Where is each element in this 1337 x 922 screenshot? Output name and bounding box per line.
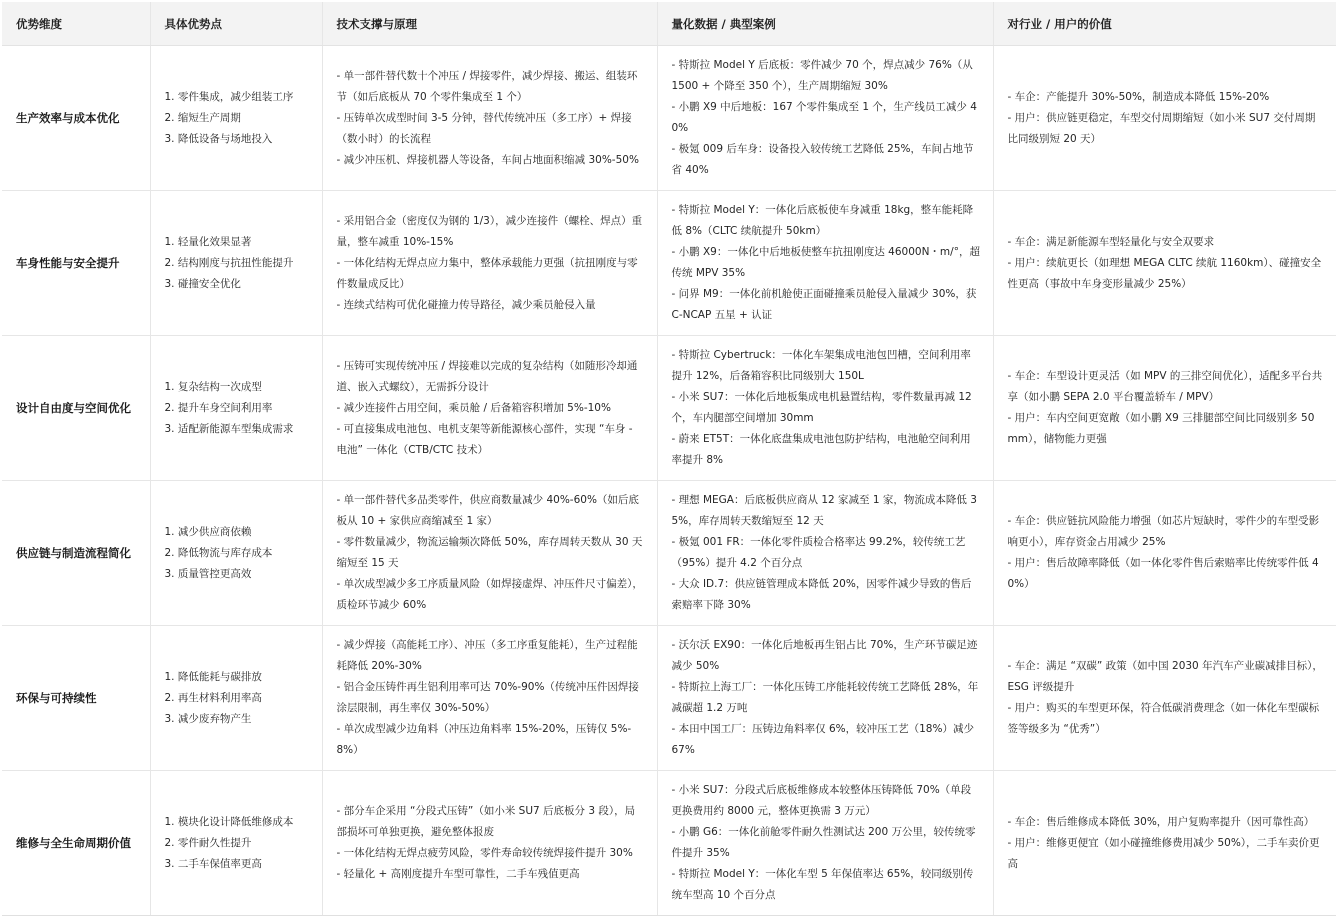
tech-cell: [322, 46, 657, 191]
data-line: - 特斯拉 Cybertruck：一体化车架集成电池包凹槽，空间利用率提升 12%，后备箱容积比同级别大 150L: [671, 349, 971, 382]
points-cell: [150, 336, 322, 481]
data-line: - 特斯拉 Model Y：一体化车型 5 年保值率达 65%，较同级别传统车型高 10 个百分点: [671, 868, 974, 901]
data-line: - 极氪 009 后车身：设备投入较传统工艺降低 25%，车间占地节省 40%: [671, 143, 974, 176]
tech-line: - 连续式结构可优化碰撞力传导路径，减少乘员舱侵入量: [336, 298, 596, 311]
tech-cell: [322, 626, 657, 771]
table-row: [2, 771, 1336, 916]
tech-line: - 可直接集成电池包、电机支架等新能源核心部件，实现 “车身 - 电池” 一体化（CTB/CTC 技术）: [336, 422, 633, 456]
tech-line: - 压铸单次成型时间 3-5 分钟，替代传统冲压（多工序）+ 焊接（数小时）的长流程: [336, 111, 632, 145]
header-tech: 技术支撑与原理: [322, 2, 657, 46]
value-line: - 车企：售后维修成本降低 30%，用户复购率提升（因可靠性高）: [1007, 815, 1315, 828]
table-row: [2, 481, 1336, 626]
data-line: - 小米 SU7：分段式后底板维修成本较整体压铸降低 70%（单段更换费用约 8000 元，整体更换需 3 万元）: [671, 784, 972, 817]
point-line: 3. 碰撞安全优化: [164, 277, 241, 290]
data-line: - 小鹏 X9 中后地板：167 个零件集成至 1 个，生产线员工减少 40%: [671, 101, 977, 134]
data-line: - 特斯拉上海工厂：一体化压铸工序能耗较传统工艺降低 28%，年减碳超 1.2 万吨: [671, 681, 979, 714]
points-cell: [150, 626, 322, 771]
tech-cell: [322, 481, 657, 626]
dimension-cell: 环保与可持续性: [2, 626, 150, 771]
table-row: [2, 191, 1336, 336]
point-line: 2. 提升车身空间利用率: [164, 401, 273, 414]
tech-line: - 单次成型减少边角料（冲压边角料率 15%-20%，压铸仅 5%-8%）: [336, 723, 632, 756]
value-line: - 用户：售后故障率降低（如一体化零件售后索赔率比传统零件低 40%）: [1007, 557, 1319, 590]
data-line: - 理想 MEGA：后底板供应商从 12 家减至 1 家，物流成本降低 35%，库存周转天数缩短至 12 天: [671, 494, 977, 527]
data-line: - 小鹏 G6：一体化前舱零件耐久性测试达 200 万公里，较传统零件提升 35%: [671, 826, 976, 859]
value-line: - 车企：满足新能源车型轻量化与安全双要求: [1007, 235, 1215, 248]
point-line: 2. 缩短生产周期: [164, 111, 241, 124]
point-line: 2. 再生材料利用率高: [164, 691, 262, 704]
header-value: 对行业 / 用户的价值: [993, 2, 1336, 46]
tech-line: - 零件数量减少，物流运输频次降低 50%，库存周转天数从 30 天缩短至 15 天: [336, 536, 643, 569]
data-cell: [657, 626, 993, 771]
value-cell: [993, 626, 1336, 771]
tech-line: - 单一部件替代多品类零件，供应商数量减少 40%-60%（如后底板从 10 + 家供应商缩减至 1 家）: [336, 494, 639, 527]
tech-line: - 单次成型减少多工序质量风险（如焊接虚焊、冲压件尺寸偏差），质检环节减少 60%: [336, 578, 643, 611]
dimension-cell: 供应链与制造流程简化: [2, 481, 150, 626]
point-line: 2. 结构刚度与抗扭性能提升: [164, 256, 294, 269]
dimension-cell: 设计自由度与空间优化: [2, 336, 150, 481]
data-cell: [657, 46, 993, 191]
data-line: - 小鹏 X9：一体化中后地板使整车抗扭刚度达 46000N・m/°，超传统 MPV 35%: [671, 246, 980, 279]
point-line: 3. 质量管控更高效: [164, 567, 252, 580]
data-line: - 小米 SU7：一体化后地板集成电机悬置结构，零件数量再减 12 个，车内腿部空间增加 30mm: [671, 391, 972, 424]
tech-line: - 一体化结构无焊点疲劳风险，零件寿命较传统焊接件提升 30%: [336, 847, 633, 859]
header-data: 量化数据 / 典型案例: [657, 2, 993, 46]
value-cell: [993, 481, 1336, 626]
tech-line: - 轻量化 + 高刚度提升车型可靠性，二手车残值更高: [336, 868, 580, 880]
points-cell: [150, 771, 322, 916]
table-row: [2, 336, 1336, 481]
point-line: 3. 降低设备与场地投入: [164, 132, 273, 145]
header-points: 具体优势点: [150, 2, 322, 46]
points-cell: [150, 481, 322, 626]
point-line: 1. 复杂结构一次成型: [164, 380, 262, 393]
point-line: 3. 适配新能源车型集成需求: [164, 422, 294, 435]
tech-line: - 铝合金压铸件再生铝利用率可达 70%-90%（传统冲压件因焊接涂层限制，再生率仅 30%-50%）: [336, 681, 639, 714]
tech-line: - 单一部件替代数十个冲压 / 焊接零件，减少焊接、搬运、组装环节（如后底板从 70 个零件集成至 1 个）: [336, 69, 638, 103]
value-line: - 车企：产能提升 30%-50%，制造成本降低 15%-20%: [1007, 90, 1270, 103]
value-cell: [993, 771, 1336, 916]
data-line: - 本田中国工厂：压铸边角料率仅 6%，较冲压工艺（18%）减少 67%: [671, 723, 974, 756]
point-line: 1. 降低能耗与碳排放: [164, 670, 262, 683]
point-line: 2. 零件耐久性提升: [164, 836, 252, 849]
tech-line: - 减少连接件占用空间，乘员舱 / 后备箱容积增加 5%-10%: [336, 401, 611, 414]
tech-line: - 一体化结构无焊点应力集中，整体承载能力更强（抗扭刚度与零件数量成反比）: [336, 256, 638, 290]
point-line: 1. 减少供应商依赖: [164, 525, 252, 538]
tech-cell: [322, 771, 657, 916]
point-line: 2. 降低物流与库存成本: [164, 546, 273, 559]
data-line: - 蔚来 ET5T：一体化底盘集成电池包防护结构，电池舱空间利用率提升 8%: [671, 433, 971, 466]
value-line: - 用户：维修更便宜（如小碰撞维修费用减少 50%），二手车卖价更高: [1007, 836, 1320, 870]
point-line: 1. 轻量化效果显著: [164, 235, 252, 248]
value-line: - 车企：供应链抗风险能力增强（如芯片短缺时，零件少的车型受影响更小），库存资金占用减少 25%: [1007, 515, 1320, 548]
dimension-cell: 生产效率与成本优化: [2, 46, 150, 191]
point-line: 1. 模块化设计降低维修成本: [164, 815, 294, 828]
data-line: - 特斯拉 Model Y：一体化后底板使车身减重 18kg，整车能耗降低 8%（CLTC 续航提升 50km）: [671, 204, 974, 237]
dimension-cell: 车身性能与安全提升: [2, 191, 150, 336]
tech-cell: [322, 336, 657, 481]
tech-line: - 部分车企采用 “分段式压铸”（如小米 SU7 后底板分 3 段），局部损坏可单独更换，避免整体报废: [336, 805, 636, 838]
point-line: 3. 二手车保值率更高: [164, 857, 262, 870]
value-line: - 用户：车内空间更宽敞（如小鹏 X9 三排腿部空间比同级别多 50mm），储物能力更强: [1007, 412, 1315, 445]
data-line: - 问界 M9：一体化前机舱使正面碰撞乘员舱侵入量减少 30%，获 C-NCAP 五星 + 认证: [671, 288, 977, 321]
value-cell: [993, 191, 1336, 336]
data-cell: [657, 336, 993, 481]
data-line: - 大众 ID.7：供应链管理成本降低 20%，因零件减少导致的售后索赔率下降 30%: [671, 578, 972, 611]
header-row: [2, 2, 1336, 46]
comparison-table: [2, 2, 1336, 916]
points-cell: [150, 191, 322, 336]
dimension-cell: 维修与全生命周期价值: [2, 771, 150, 916]
table-row: [2, 626, 1336, 771]
value-cell: [993, 46, 1336, 191]
data-cell: [657, 191, 993, 336]
data-line: - 极氪 001 FR：一体化零件质检合格率达 99.2%，较传统工艺（95%）提升 4.2 个百分点: [671, 536, 966, 569]
value-line: - 用户：购买的车型更环保，符合低碳消费理念（如一体化车型碳标签等级多为 “优秀”）: [1007, 702, 1320, 735]
point-line: 1. 零件集成，减少组装工序: [164, 90, 294, 103]
data-cell: [657, 481, 993, 626]
point-line: 3. 减少废弃物产生: [164, 712, 252, 725]
points-cell: [150, 46, 322, 191]
value-cell: [993, 336, 1336, 481]
table-row: [2, 46, 1336, 191]
value-line: - 车企：满足 “双碳” 政策（如中国 2030 年汽车产业碳减排目标），ESG 评级提升: [1007, 660, 1323, 693]
value-line: - 车企：车型设计更灵活（如 MPV 的三排空间优化），适配多平台共享（如小鹏 SEPA 2.0 平台覆盖轿车 / MPV）: [1007, 370, 1323, 403]
tech-line: - 减少冲压机、焊接机器人等设备，车间占地面积缩减 30%-50%: [336, 153, 639, 166]
data-line: - 沃尔沃 EX90：一体化后地板再生铝占比 70%，生产环节碳足迹减少 50%: [671, 639, 978, 672]
tech-line: - 减少焊接（高能耗工序）、冲压（多工序重复能耗），生产过程能耗降低 20%-30%: [336, 639, 638, 672]
tech-cell: [322, 191, 657, 336]
value-line: - 用户：续航更长（如理想 MEGA CLTC 续航 1160km）、碰撞安全性更高（事故中车身变形量减少 25%）: [1007, 256, 1322, 290]
data-cell: [657, 771, 993, 916]
tech-line: - 采用铝合金（密度仅为钢的 1/3），减少连接件（螺栓、焊点）重量，整车减重 10%-15%: [336, 214, 643, 248]
value-line: - 用户：供应链更稳定，车型交付周期缩短（如小米 SU7 交付周期比同级别短 20 天）: [1007, 111, 1316, 145]
data-line: - 特斯拉 Model Y 后底板：零件减少 70 个，焊点减少 76%（从 1500 + 个降至 350 个），生产周期缩短 30%: [671, 59, 973, 92]
header-dimension: 优势维度: [2, 2, 150, 46]
tech-line: - 压铸可实现传统冲压 / 焊接难以完成的复杂结构（如随形冷却通道、嵌入式螺纹），无需拆分设计: [336, 359, 638, 393]
